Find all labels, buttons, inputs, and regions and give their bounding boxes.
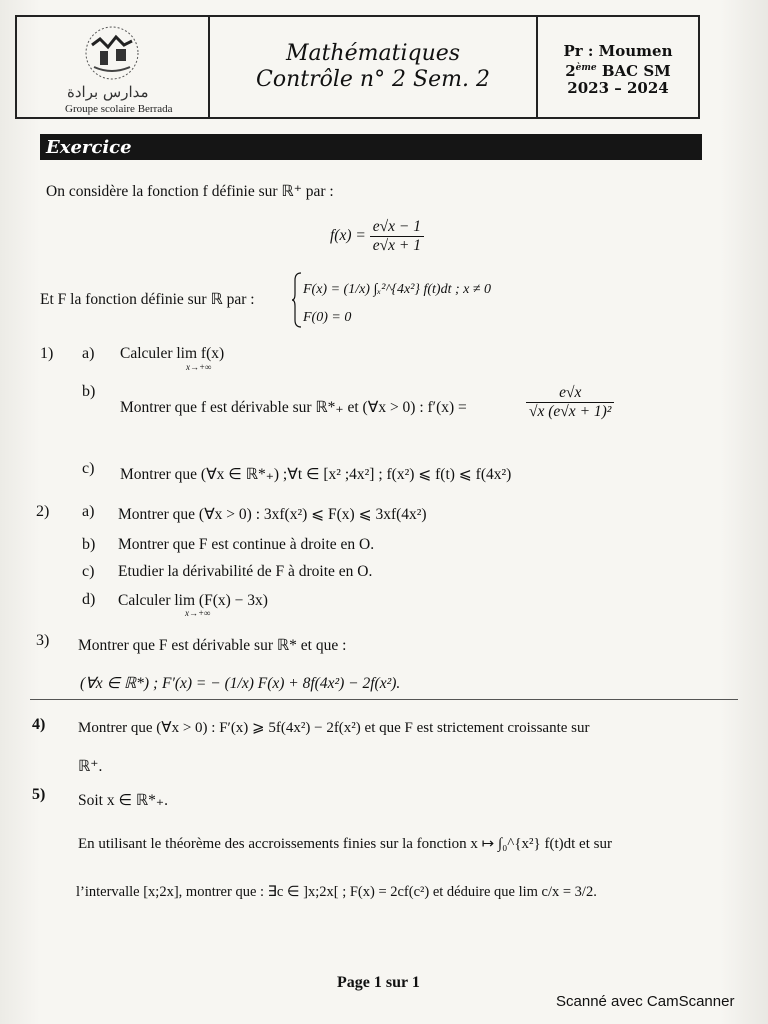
- teacher-name: Pr : Moumen: [563, 42, 673, 60]
- q4-text-2: ℝ⁺.: [78, 758, 103, 775]
- logo-arabic-text: ﻣﺪﺍﺭﺱ ﺑﺮﺍﺩﺓ: [67, 83, 149, 101]
- section-title: Exercice: [46, 137, 132, 158]
- school-logo-cell: [17, 17, 210, 117]
- section-banner: [40, 134, 702, 160]
- q1a-label: a): [82, 345, 95, 362]
- f-denominator: e√x + 1: [372, 237, 421, 254]
- school-name: Groupe scolaire Berrada: [65, 103, 173, 115]
- q2d-limit-sub: x→+∞: [185, 608, 211, 618]
- q1b-text: Montrer que f est dérivable sur ℝ*₊ et (∀x > 0) : f′(x) =: [120, 399, 467, 416]
- q3-text: Montrer que F est dérivable sur ℝ* et que :: [78, 637, 347, 654]
- f-definition: [330, 218, 424, 255]
- school-year: 2023 – 2024: [567, 79, 669, 97]
- q1a-limit-sub: x→+∞: [186, 362, 212, 372]
- q2a-text: Montrer que (∀x > 0) : 3xf(x²) ⩽ F(x) ⩽ 3xf(4x²): [118, 506, 427, 523]
- q1b-denominator: √x (e√x + 1)²: [529, 403, 612, 420]
- f-fraction: [370, 218, 424, 255]
- q4-text: Montrer que (∀x > 0) : F′(x) ⩾ 5f(4x²) − 2f(x²) et que F est strictement croissante sur: [78, 720, 590, 736]
- teacher-cell: [538, 17, 698, 117]
- q1c-label: c): [82, 460, 95, 477]
- q1-number: 1): [40, 345, 54, 362]
- q5-number: 5): [32, 786, 46, 803]
- q3-formula: (∀x ∈ ℝ*) ; F′(x) = − (1/x) F(x) + 8f(4x²) − 2f(x²).: [80, 675, 401, 692]
- exam-name: Contrôle n° 2 Sem. 2: [256, 67, 490, 92]
- level-number: 2: [565, 62, 576, 80]
- F-definition-1: F(x) = (1/x) ∫ₓ²^{4x²} f(t)dt ; x ≠ 0: [303, 282, 492, 297]
- q1b-fraction: [526, 384, 614, 421]
- q1b-label: b): [82, 383, 96, 400]
- F-intro: Et F la fonction définie sur ℝ par :: [40, 291, 255, 308]
- q2-number: 2): [36, 503, 50, 520]
- q2d-text: Calculer lim (F(x) − 3x): [118, 592, 268, 609]
- title-cell: [210, 17, 538, 117]
- f-lhs: f(x) =: [330, 227, 366, 245]
- q2b-text: Montrer que F est continue à droite en O.: [118, 536, 375, 553]
- F-definition-2: F(0) = 0: [303, 310, 352, 325]
- q2c-label: c): [82, 563, 95, 580]
- q5-text-3: l’intervalle [x;2x], montrer que : ∃c ∈ ]x;2x[ ; F(x) = 2cf(c²) et déduire que lim c/x = 3/2.: [76, 884, 597, 900]
- subject-title: [210, 41, 536, 93]
- teacher-info: [538, 43, 698, 97]
- school-logo-icon: [72, 23, 152, 83]
- divider: [30, 699, 738, 700]
- camscanner-watermark: Scanné avec CamScanner: [556, 993, 735, 1010]
- q2d-label: d): [82, 591, 96, 608]
- q2a-label: a): [82, 503, 95, 520]
- q2c-text: Etudier la dérivabilité de F à droite en O.: [118, 563, 373, 580]
- level-suffix: ème: [575, 63, 597, 73]
- intro-line: On considère la fonction f définie sur ℝ⁺ par :: [46, 183, 334, 200]
- level-class: BAC SM: [601, 62, 671, 80]
- class-level: [538, 60, 698, 80]
- q1a-text: Calculer lim f(x): [120, 345, 225, 362]
- f-numerator: e√x − 1: [370, 218, 424, 237]
- q1b-numerator: e√x: [526, 384, 614, 403]
- brace-icon: [292, 272, 302, 328]
- exam-header: [15, 15, 700, 119]
- q2b-label: b): [82, 536, 96, 553]
- q4-number: 4): [32, 716, 46, 733]
- page-number: Page 1 sur 1: [337, 974, 420, 991]
- q5-text: Soit x ∈ ℝ*₊.: [78, 792, 168, 809]
- subject-name: Mathématiques: [285, 41, 461, 66]
- q5-text-2: En utilisant le théorème des accroissements finies sur la fonction x ↦ ∫₀^{x²} f(t)dt et sur: [78, 836, 612, 852]
- q3-number: 3): [36, 632, 50, 649]
- q1c-text: Montrer que (∀x ∈ ℝ*₊) ;∀t ∈ [x² ;4x²] ; f(x²) ⩽ f(t) ⩽ f(4x²): [120, 466, 512, 483]
